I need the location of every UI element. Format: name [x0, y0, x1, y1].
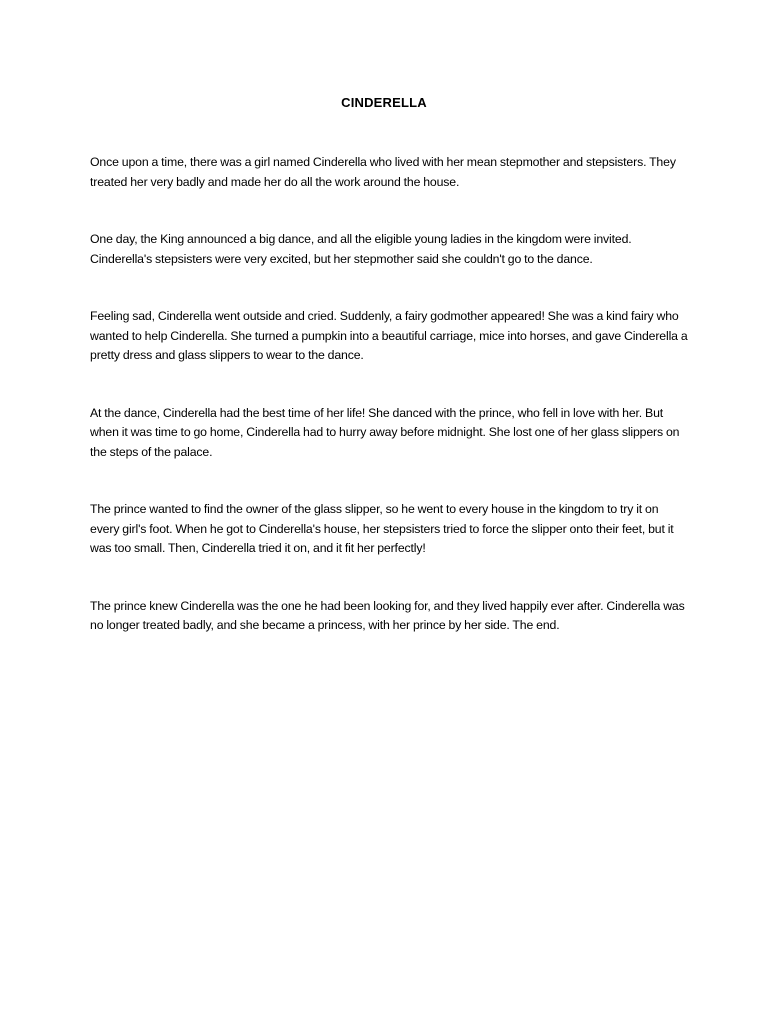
document-body	[90, 153, 690, 674]
paragraph-5: The prince wanted to find the owner of the glass slipper, so he went to every house in the kingdom to try it on every girl's foot. When he got to Cinderella's house, her stepsisters tried to force the slipper onto their feet, but it was too small. Then, Cinderella tried it on, and it fit her perfectly!	[90, 502, 674, 555]
paragraph-4: At the dance, Cinderella had the best time of her life! She danced with the prince, who fell in love with her. But when it was time to go home, Cinderella had to hurry away before midnight. She lost one of her glass slippers on the steps of the palace.	[90, 405, 680, 459]
document-title: CINDERELLA	[341, 95, 427, 110]
paragraph-3: Feeling sad, Cinderella went outside and cried. Suddenly, a fairy godmother appeared! She was a kind fairy who wanted to help Cinderella. She turned a pumpkin into a beautiful carriage, mice into horses, and gave Cinderella a pretty dress and glass slippers to wear to the dance.	[90, 309, 688, 362]
paragraph-6: The prince knew Cinderella was the one he had been looking for, and they lived happily ever after. Cinderella was no longer treated badly, and she became a princess, with her prince by her side. The end.	[90, 598, 685, 632]
paragraph-2: One day, the King announced a big dance, and all the eligible young ladies in the kingdom were invited. Cinderella's stepsisters were very excited, but her stepmother said she couldn't go to the dance.	[90, 232, 632, 266]
paragraph-1: Once upon a time, there was a girl named Cinderella who lived with her mean stepmother and stepsisters. They treated her very badly and made her do all the work around the house.	[90, 155, 676, 189]
